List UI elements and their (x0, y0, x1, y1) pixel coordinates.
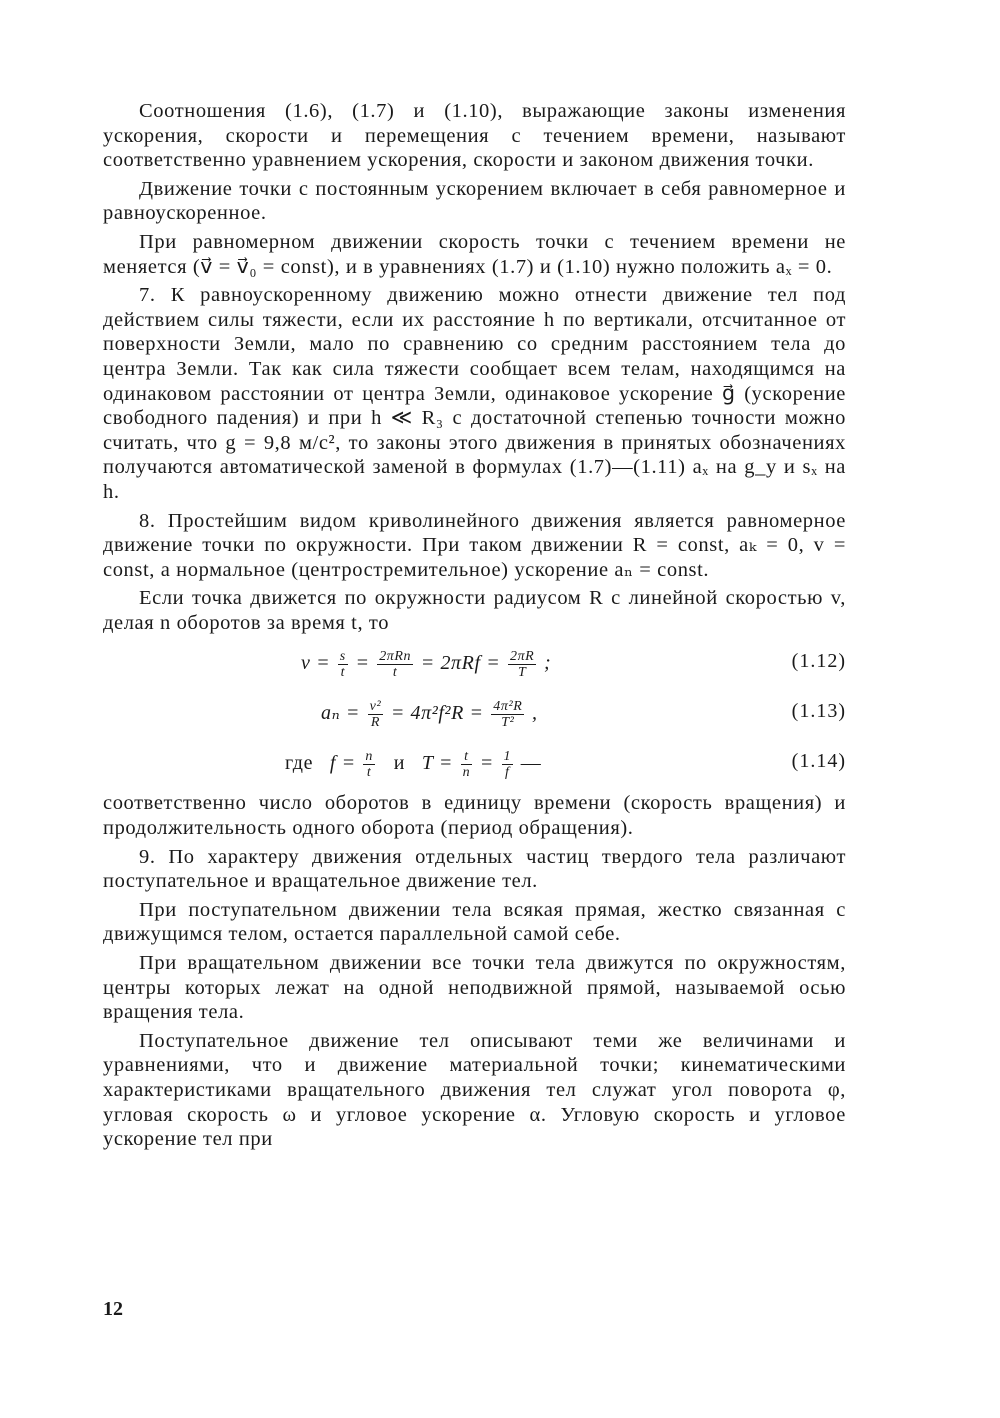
paragraph: Соотношения (1.6), (1.7) и (1.10), выражающие законы изменения ускорения, скорости и перемещения с течением времени, называют соответственно уравнением ускорения, скорости и законом движения точки. (103, 100, 846, 172)
equation-number: (1.12) (791, 650, 846, 673)
paragraph: При равномерном движении скорость точки с течением времени не меняется (v⃗ = v⃗₀ = const), и в уравнениях (1.7) и (1.10) нужно положить aₓ = 0. (103, 230, 846, 278)
paragraph: Поступательное движение тел описывают теми же величинами и уравнениями, что и движение материальной точки; кинематическими характеристиками вращательного движения тел служат угол поворота φ, угловая скорость ω и угловое ускорение α. Угловую скорость и угловое ускорение тел при (103, 1029, 846, 1151)
body-text (103, 99, 846, 1152)
equation-number: (1.13) (791, 700, 846, 723)
equation-number: (1.14) (791, 750, 846, 773)
page-number: 12 (103, 1298, 123, 1320)
equation-1-12: v = $\frac{s}{t}$ = $\frac{\text{2πRn}}{t}$ = 2πRf = $\frac{2\pi R}{T}$ ; (1.12) (301, 649, 846, 681)
paragraph: При вращательном движении все точки тела движутся по окружностям, центры которых лежат на одной неподвижной прямой, называемой осью вращения тела. (103, 952, 846, 1024)
equation-1-14: где f = $\frac{n}{t}$ и T = $\frac{t}{n}$ = $\frac{1}{f}$ — (1.14) (285, 749, 846, 781)
equation-1-13: aₙ = $\frac{\text{v²}}{R}$ = 4π²f²R = $\frac{\text{4π²R}}{\text{T²}}$ , (1.13) (321, 699, 846, 731)
paragraph: Если точка движется по окружности радиусом R с линейной скоростью v, делая n оборотов за время t, то (103, 587, 846, 634)
paragraph: При поступательном движении тела всякая прямая, жестко связанная с движущимся телом, остается параллельной самой себе. (103, 898, 846, 946)
paragraph: соответственно число оборотов в единицу времени (скорость вращения) и продолжительность одного оборота (период обращения). (103, 792, 846, 840)
paragraph: Движение точки с постоянным ускорением включает в себя равномерное и равноускоренное. (103, 177, 846, 225)
paragraph-section-7: 7. К равноускоренному движению можно отнести движение тел под действием силы тяжести, если их расстояние h по вертикали, отсчитанное от поверхности Земли, мало по сравнению со средним расстоянием тела до центра Земли. Так как сила тяжести сообщает всем телам, находящимся на одинаковом расстоянии от центра Земли, одинаковое ускорение g⃗ (ускорение свободного падения) и при h ≪ R₃ с достаточной степенью точности можно считать, что g = 9,8 м/с², то законы этого движения в принятых обозначениях получаются автоматической заменой в формулах (1.7)—(1.11) aₓ на g_y и sₓ на h. (103, 284, 846, 503)
paragraph-section-8: 8. Простейшим видом криволинейного движения является равномерное движение точки по окружности. При таком движении R = const, aₖ = 0, v = const, а нормальное (центростремительное) ускорение aₙ = const. (103, 509, 846, 581)
paragraph-section-9: 9. По характеру движения отдельных частиц твердого тела различают поступательное и вращательное движение тел. (103, 845, 846, 893)
